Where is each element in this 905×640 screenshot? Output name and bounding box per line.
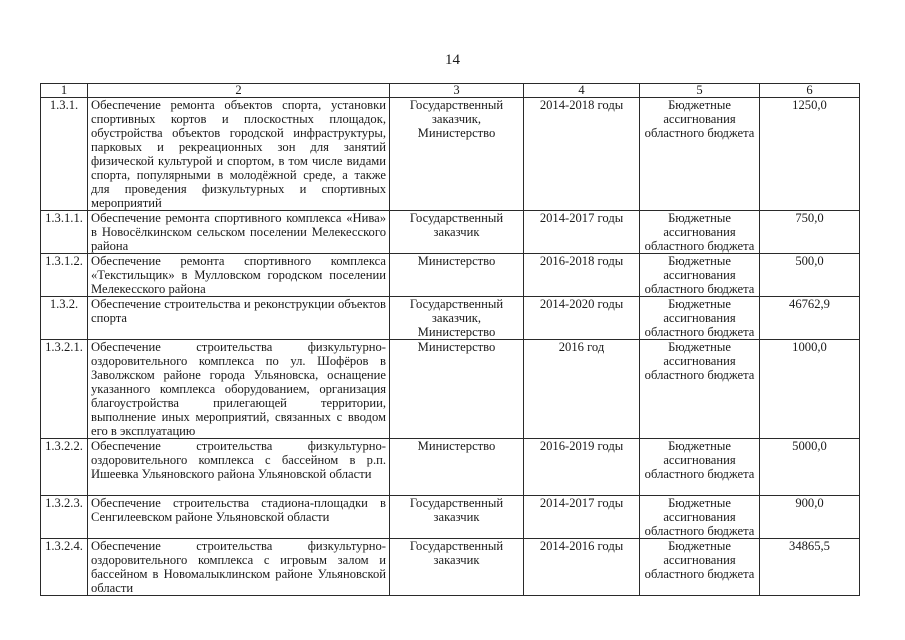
item-amount: 5000,0 [760, 439, 860, 496]
col-header-6: 6 [760, 84, 860, 98]
header-row [41, 84, 860, 98]
item-customer: Министерство [390, 254, 524, 297]
item-period: 2016-2018 годы [524, 254, 640, 297]
page-number: 14 [445, 52, 460, 68]
item-customer: Государственный заказчик [390, 211, 524, 254]
item-number: 1.3.2.1. [41, 340, 88, 439]
item-description: Обеспечение строительства физкультурно-оздоровительного комплекса с бассейном в р.п. Ишеевка Ульяновского района Ульяновской области [88, 439, 390, 496]
item-period: 2014-2017 годы [524, 211, 640, 254]
item-number: 1.3.1.2. [41, 254, 88, 297]
item-description: Обеспечение ремонта спортивного комплекса «Нива» в Новосёлкинском сельском поселении Мелекесского района [88, 211, 390, 254]
item-funding-source: Бюджетные ассигнования областного бюджета [640, 439, 760, 496]
item-number: 1.3.2.4. [41, 539, 88, 596]
item-amount: 500,0 [760, 254, 860, 297]
item-funding-source: Бюджетные ассигнования областного бюджета [640, 297, 760, 340]
table-row [41, 539, 860, 596]
item-period: 2016-2019 годы [524, 439, 640, 496]
item-customer: Государственный заказчик, Министерство [390, 98, 524, 211]
item-amount: 46762,9 [760, 297, 860, 340]
item-amount: 750,0 [760, 211, 860, 254]
item-number: 1.3.2. [41, 297, 88, 340]
col-header-4: 4 [524, 84, 640, 98]
table-row [41, 439, 860, 496]
item-funding-source: Бюджетные ассигнования областного бюджета [640, 98, 760, 211]
item-period: 2014-2016 годы [524, 539, 640, 596]
table-row [41, 340, 860, 439]
item-period: 2014-2018 годы [524, 98, 640, 211]
item-description: Обеспечение ремонта объектов спорта, установки спортивных кортов и плоскостных площадок, обустройства объектов городской инфраструктуры, парковых и рекреационных зон для занятий физической культурой и спортом, в том числе видами спорта, популярными в молодёжной среде, а также для проведения физкультурных и спортивных мероприятий [88, 98, 390, 211]
item-funding-source: Бюджетные ассигнования областного бюджета [640, 254, 760, 297]
col-header-1: 1 [41, 84, 88, 98]
item-funding-source: Бюджетные ассигнования областного бюджета [640, 340, 760, 439]
item-customer: Государственный заказчик [390, 539, 524, 596]
item-customer: Государственный заказчик [390, 496, 524, 539]
item-description: Обеспечение строительства и реконструкции объектов спорта [88, 297, 390, 340]
item-number: 1.3.2.2. [41, 439, 88, 496]
item-funding-source: Бюджетные ассигнования областного бюджета [640, 211, 760, 254]
item-number: 1.3.2.3. [41, 496, 88, 539]
table-row [41, 496, 860, 539]
item-description: Обеспечение строительства физкультурно-оздоровительного комплекса по ул. Шофёров в Заволжском районе города Ульяновска, оснащение указанного комплекса оборудованием, организация благоустройства прилегающей территории, выполнение иных мероприятий, связанных с вводом его в эксплуатацию [88, 340, 390, 439]
col-header-5: 5 [640, 84, 760, 98]
table-row [41, 98, 860, 211]
item-period: 2016 год [524, 340, 640, 439]
item-funding-source: Бюджетные ассигнования областного бюджета [640, 496, 760, 539]
item-number: 1.3.1.1. [41, 211, 88, 254]
item-amount: 34865,5 [760, 539, 860, 596]
item-amount: 1000,0 [760, 340, 860, 439]
table-row [41, 211, 860, 254]
item-period: 2014-2020 годы [524, 297, 640, 340]
col-header-3: 3 [390, 84, 524, 98]
table-row [41, 297, 860, 340]
item-funding-source: Бюджетные ассигнования областного бюджета [640, 539, 760, 596]
item-description: Обеспечение строительства стадиона-площадки в Сенгилеевском районе Ульяновской области [88, 496, 390, 539]
item-customer: Государственный заказчик, Министерство [390, 297, 524, 340]
item-customer: Министерство [390, 439, 524, 496]
item-description: Обеспечение ремонта спортивного комплекса «Текстильщик» в Мулловском городском поселении Мелекесского района [88, 254, 390, 297]
program-table [40, 83, 860, 596]
item-customer: Министерство [390, 340, 524, 439]
item-description: Обеспечение строительства физкультурно-оздоровительного комплекса с игровым залом и бассейном в Новомалыклинском районе Ульяновской области [88, 539, 390, 596]
table-row [41, 254, 860, 297]
col-header-2: 2 [88, 84, 390, 98]
item-number: 1.3.1. [41, 98, 88, 211]
item-amount: 1250,0 [760, 98, 860, 211]
item-period: 2014-2017 годы [524, 496, 640, 539]
item-amount: 900,0 [760, 496, 860, 539]
